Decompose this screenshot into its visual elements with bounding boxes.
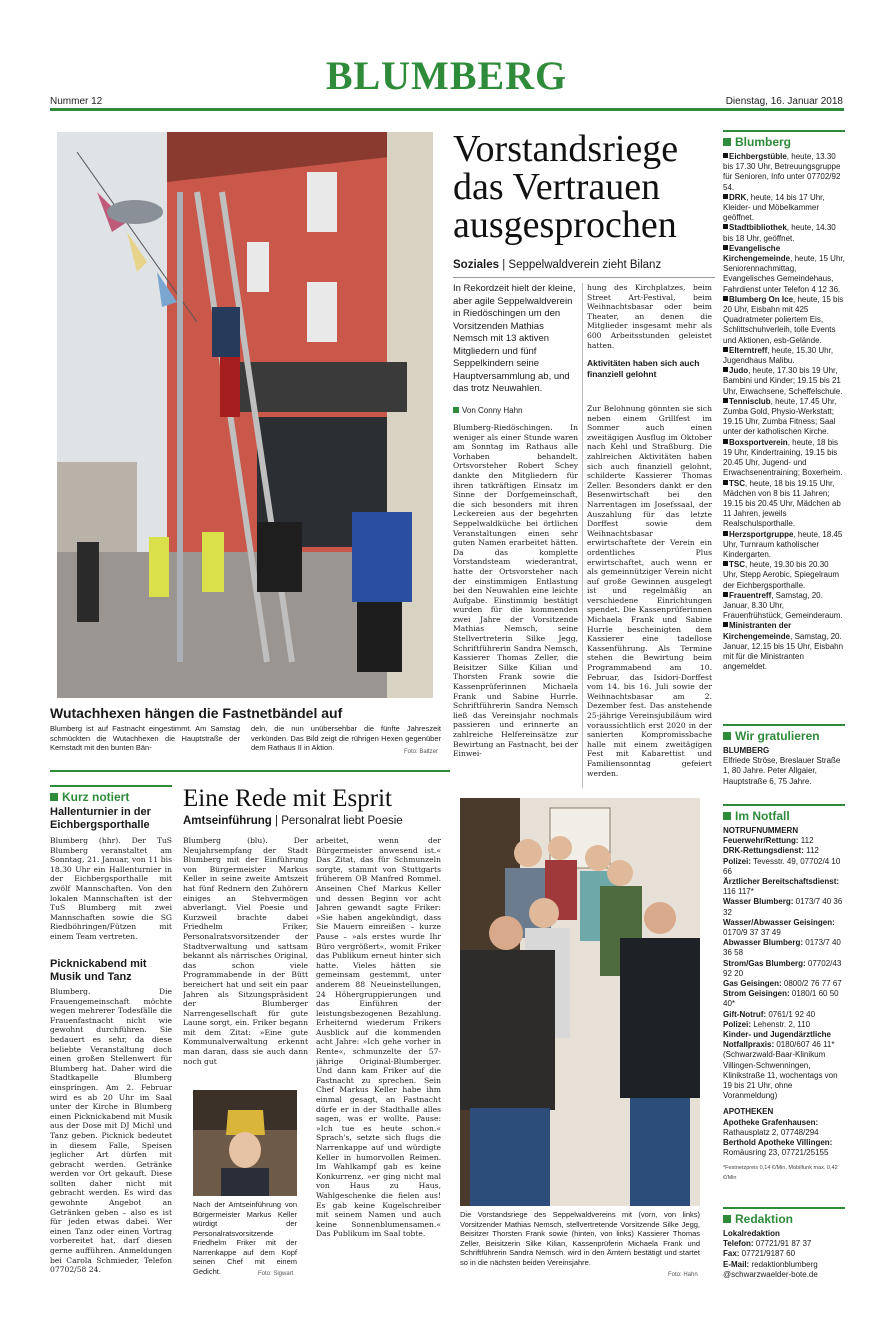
notfall-line-value: 07702/43 92 20 [723,958,842,978]
rede-photo-credit: Foto: Sigwart [258,1271,294,1277]
agenda-item-text: , heute, 13.30 bis 17.30 Uhr, Betreuungsgruppe für Senioren, Info unter 07702/92 54. [723,152,841,192]
agenda-item-name: Blumberg On Ice [729,294,794,304]
sidebar-redaktion-label: Redaktion [723,1207,845,1226]
notfall-line-value: 0173/7 40 36 58 [723,938,841,958]
agenda-item-text: , heute, 18 bis 19 Uhr, Kindertraining, 19.15 bis 20.45 Uhr, Jugend- und Erwachsenentraining; Boxerheim. [723,437,843,478]
photo1-caption-left: Blumberg ist auf Fastnacht eingestimmt. Am Samstag schmückten die Wutachhexen die Hauptstraße der Kernstadt mit den bunten Bän- [50,724,240,752]
photo-vorstand [460,798,700,1206]
agenda-item-text: , heute, 15.30 Uhr, Jugendhaus Malibu. [723,345,834,366]
agenda-item-name: Judo [729,366,749,376]
agenda-item [723,346,845,366]
redaktion-label: Lokalredaktion [723,1229,780,1238]
bullet-square-icon [723,439,728,444]
agenda-item [723,366,845,397]
agenda-item-text: , heute, 15 Uhr, Seniorennachmittag, Evangelisches Gemeindehaus, Fahrdienst unter Telefon 4 12 36. [723,254,845,294]
notfall-line-label: Kinder- und Jugendärztliche Notfallpraxis: [723,1030,832,1050]
bullet-square-icon [723,592,728,597]
agenda-item [723,530,845,561]
apotheke-line [723,1138,845,1158]
notfall-line-label: Strom/Gas Blumberg: [723,958,806,968]
sidebar-gratulieren [723,746,845,787]
agenda-item [723,295,845,346]
apotheke-name: Berthold Apotheke Villingen: [723,1138,833,1148]
kurz-label: Kurz notiert [50,785,172,804]
rede-headline: Eine Rede mit Esprit [183,785,392,812]
bullet-square-icon [723,531,728,536]
main-lead: In Rekordzeit hielt der kleine, aber agile Seppelwaldverein in Riedöschingen um den Vorsitzenden Mathias Nemsch mit 13 aktiven Mitgliedern und fünf Seppelkindern seine Hauptversammlung ab, und das trotz Neuwahlen. [453,283,576,394]
notfall-line [723,836,845,846]
bullet-square-icon [723,224,728,229]
notfall-line-label: Gift-Notruf: [723,1009,767,1019]
notfall-line-value: 112 [803,846,819,856]
redaktion-label: E-Mail: [723,1259,750,1269]
gratulieren-text: Elfriede Ströse, Breslauer Straße 1, 80 Jahre. Peter Allgaier, Hauptstraße 6, 75 Jahre. [723,756,841,786]
apotheke-name: Apotheke Grafenhausen: [723,1117,819,1127]
apotheke-address: Rathausplatz 2, 07748/294 [723,1127,819,1137]
photo1-caption-right: deln, die nun unübersehbar die fünfte Jahreszeit verkünden. Das Bild zeigt die rührigen Hexen gegenüber dem Rathaus II in Aktion. [251,724,441,752]
main-byline: Von Conny Hahn [453,406,523,415]
agenda-item [723,591,845,622]
notfall-line [723,938,845,958]
bullet-square-icon [723,245,728,250]
main-kicker-text: Seppelwaldverein zieht Bilanz [508,259,662,271]
bullet-square-icon [723,296,728,301]
bullet-square-icon [723,153,728,158]
masthead: BLUMBERG [325,53,568,98]
notfall-line-label: Wasser Blumberg: [723,897,794,907]
agenda-item [723,193,845,224]
gratulieren-place: BLUMBERG [723,746,770,755]
rede-kicker-section: Amtseinführung [183,815,272,827]
agenda-item-text: , Samstag, 20. Januar, 8.30 Uhr, Frauenfrühstück, Gemeinderaum. [723,590,843,621]
group-credit: Foto: Hahn [668,1272,698,1278]
redaktion-label: Telefon: [723,1239,754,1249]
notfall-line [723,989,845,1009]
agenda-item [723,244,845,295]
sidebar-redaktion [723,1229,845,1289]
agenda-item-text: , heute, 18 bis 19.15 Uhr, Mädchen von 8 bis 11 Jahren; 19.15 bis 20.45 Uhr, Mädchen ab 11 Jahren, jeweils Realschulsporthalle. [723,478,841,529]
agenda-item-name: TSC [729,478,745,488]
main-col2a: hung des Kirchplatzes, beim Street Art-Festival, beim Weihnachtsbasar oder beim Theater, an denen die Mitglieder insgesamt mehr als 600 Arbeitsstunden geleistet hatten. [587,283,712,350]
agenda-item-text: , Samstag, 20. Januar, 12.15 bis 15 Uhr, Eisbahn mit für die Ministranten angemeldet. [723,631,844,672]
agenda-item-name: Stadtbibliothek [729,223,787,233]
agenda-item-name: Herzsportgruppe [729,529,794,539]
masthead-rule [50,108,844,111]
redaktion-line [723,1260,845,1280]
notfall-line-label: Ärztlicher Bereitschaftsdienst: [723,877,840,887]
agenda-item-text: , heute, 19.30 bis 20.30 Uhr, Stepp Aerobic, Spiegelraum der Eichbergsporthalle. [723,560,840,590]
agenda-item-text: , heute, 14 bis 17 Uhr, Kleider- und Möbelkammer geöffnet. [723,192,825,223]
notfall-line-label: Abwasser Blumberg: [723,938,804,948]
photo-friker [193,1090,297,1196]
notfall-line [723,1010,845,1020]
agenda-item [723,223,845,243]
agenda-item-name: DRK [729,192,747,202]
issue-date: Dienstag, 16. Januar 2018 [725,96,843,107]
notfall-line-value: 0170/9 37 37 49 [723,928,781,938]
notfall-line-value: 0173/7 40 36 32 [723,897,843,917]
notfall-line-value: 0180/1 60 50 40* [723,989,839,1009]
agenda-item-text: , heute, 18.45 Uhr, Turnraum katholischer Kindergarten. [723,529,843,559]
section-rule [50,770,450,772]
apotheken-title: APOTHEKEN [723,1107,774,1117]
notfall-line-value: 116 117* [723,887,754,897]
sidebar-blumberg-label: Blumberg [723,130,845,149]
agenda-item-name: Evangelische Kirchengemeinde [723,243,791,264]
redaktion-line [723,1249,845,1259]
redaktion-line [723,1229,845,1239]
kurz-item1-text: Blumberg (hhr). Der TuS Blumberg veranstaltet am Sonntag, 21. Januar, von 11 bis 18.30 Uhr ein Hallenturnier in der Eichbergsporthalle mit zwölf Mannschaften. Von den lokalen Mannschaften ist der TuS Blumberg mit zwei Mannschaften sowie die SG Riedböhringen/Fützen mit einem Team vertreten. [50,836,172,941]
redaktion-value: 07721/9187 60 [739,1249,796,1259]
notfall-line-label: Gas Geisingen: [723,979,782,989]
notfall-line [723,846,845,856]
sidebar-notfall-label: Im Notfall [723,804,845,823]
group-caption: Die Vorstandsriege des Seppelwaldvereins mit (vorn, von links) Vorsitzender Mathias Nemsch, stellvertretende Vorsitzende Silke Jegg, Beisitzer Thorsten Frank sowie (hinten, von links) Kassierer Thomas Zeller, Beisitzerin Silke Kilian, Kassenprüferin Michaela Frank und Schriftführerin Sandra Nemsch. wird in den Ämtern bestätigt und startet so in die nächsten beiden Vereinsjahre. [460,1210,700,1267]
main-headline: Vorstandsriege das Vertrauen ausgesprochen [453,128,679,246]
redaktion-label: Fax: [723,1249,740,1259]
kicker-rule [453,277,715,278]
col-divider [582,283,583,788]
sidebar-agenda [723,152,845,717]
notfall-line-value: 0180/607 46 11* (Schwarzwald-Baar-Klinikum Villingen-Schwenningen, Klinikstraße 11, wochentags von 19 bis 21 Uhr, ohne Voranmeldung) [723,1040,838,1101]
agenda-item-name: Frauentreff [729,590,772,600]
photo1-heading: Wutachhexen hängen die Fastnetbändel auf [50,705,343,721]
notfall-line-label: DRK-Rettungsdienst: [723,846,804,856]
agenda-item-name: Tennisclub [729,396,771,406]
redaktion-line [723,1239,845,1249]
sidebar-gratulieren-label: Wir gratulieren [723,724,845,743]
agenda-item-text: , heute, 15 bis 20 Uhr, Eisbahn mit 425 Quadratmeter poliertem Eis, Schlittschuhverleih, tolle Events und Aktionen, esb-Gelände. [723,294,844,345]
agenda-item-name: TSC [729,560,745,570]
agenda-item-name: Elterntreff [729,345,768,355]
notfall-line [723,979,845,989]
agenda-item [723,397,845,438]
main-col1: Blumberg-Riedöschingen. In weniger als einer Stunde waren am Sonntag im Rathaus alle Vorhaben behandelt. Ortsvorsteher Robert Schey dankte den Mitgliedern für ihren tatkräftigen Einsatz im Sinne der Dorfgemeinschaft, die sich besonders mit ihren Leckereien aus der begehrten Seppelwaldküche bei örtlichen Veranstaltungen einen sehr guten Namen erarbeitet hätten. Da das komplette Vorstandsteam wiederantrat, hatte der Ortsvorsteher nach der einstimmigen Entlastung bei den Neuwahlen eine leichte Aufgabe. Einstimmig bestätigt wurden für die kommenden zwei Jahre der Vorsitzende Mathias Nemsch, seine Stellvertreterin Silke Jegg, Schriftführerin Sandra Nemsch, Kassierer Thomas Zeller, die Beisitzer Silke Kilian und Thorsten Frank sowie die Kassenprüferinnen Michaela Frank und Sabine Hurrle. Schriftführerin Sandra Nemsch ließ das Vereinsjahr nochmals passieren und erinnerte an zahlreiche Helfereinsätze zur Bewirtung an Fastnacht, bei der Einwei- [453,423,578,759]
agenda-item-text: , heute, 14.30 bis 18 Uhr, geöffnet. [723,223,836,243]
bullet-square-icon [723,367,728,372]
notfall-line-value: 0761/1 92 40 [766,1009,816,1019]
kurz-item2-text: Blumberg. Die Frauengemeinschaft möchte wegen mehrerer Todesfälle die Frauenfastnacht nicht wie gewohnt durchführen. Sie bedauert es sehr, da diese beliebte Veranstaltung doch einen großen Stellenwert für Blumberg hat. Daher wird die Stadtkapelle Blumberg einspringen. Am 2. Februar wird es ab 20 Uhr im Saal unter der Kirche in Blumberg einen Picknickabend mit Musik aus der Dose mit DJ Michl und Tanz geben. Picknick bedeutet in diesem Falle, Speisen jeglicher Art dürfen mit gebracht werden. Getränke werden vor Ort gekauft. Diese sollten daher nicht mit gebracht werden. Es wird das gewohnte Angebot an Getränken geben – also es ist für jeden etwas dabei. Wer einen Tanz oder einen Vortrag vorbereitet hat, darf diesen gerne aufführen. Anmeldungen bei Carola Schmieder, Telefon 07702/58 24. [50,987,172,1275]
agenda-item [723,438,845,479]
redaktion-value: redaktionblumberg @schwarzwaelder-bote.de [723,1259,818,1279]
notfall-line-label: Feuerwehr/Rettung: [723,836,799,846]
rede-kicker: Amtseinführung | Personalrat liebt Poesie [183,815,403,827]
agenda-item [723,152,845,193]
bullet-square-icon [723,480,728,485]
agenda-item-name: Ministranten der Kirchengemeinde [723,621,792,641]
notfall-line [723,1030,845,1101]
main-subhead: Aktivitäten haben sich auch finanziell gelohnt [587,358,700,379]
apotheke-address: Romäusring 23, 07721/25155 [723,1148,829,1158]
notfall-line [723,877,845,897]
agenda-item-name: Boxsportverein [729,437,788,447]
notfall-line [723,897,845,917]
notfall-line [723,1020,845,1030]
agenda-item [723,560,845,591]
notfall-footnote: *Festnetzpreis 0,14 €/Min, Mobilfunk max. 0,42 €/Min [723,1164,838,1181]
apotheke-line [723,1118,845,1138]
kurz-item2-title: Picknickabend mit Musik und Tanz [50,958,147,983]
main-kicker: Soziales | Seppelwaldverein zieht Bilanz [453,259,662,271]
redaktion-value: 07721/91 87 37 [753,1239,812,1249]
photo-wutachhexen [57,132,433,698]
notfall-line [723,857,845,877]
bullet-square-icon [723,622,728,627]
rede-col2: arbeitet, wenn der Bürgermeister anwesend ist.« Das Zitat, das für Schmunzeln sorgte, stammt von Stuttgarts früherem OB Manfred Rommel. Anseinen Chef Markus Keller und dessen Beginn vor acht Jahren gewandt sagte Friker: »Sie haben angekündigt, dass Sie Mauern einreißen – kurze Pause – »als erstes wurde Ihr Büro vergrößert«, womit Friker das Publikum erneut hinter sich hatte. Vieles hätten sie gemeinsam gestemmt, unter anderem 88 Neueinstellungen, 24 Höhergruppierungen und das Einführen der leistungsbezogenen Bezahlung. Erheiternd wiederum Frikers Ausblick auf die kommenden acht Jahre: »Ich gehe vorher in Rente«, schmunzelte der 57-jährige Original-Blumberger. Und dann kam Friker auf die Fastnacht zu sprechen. Sein Chef Markus Keller habe ihm einmal gesagt, an Fastnacht dürfe er in der Stadthalle alles sagen, was er wollte. Pause: »Ich tue es heute schon.« Sprach's, setzte sich flugs die Narrenkappe auf und würdigte Keller in humorvollen Reimen. Im Wahlkampf gab es keine Konkurrenz, »er ging nicht mal von Haus zu Haus, Wahlgeschenke die fielen aus! Es gab keine Kugelschreiber mit seinem Namen und auch keine Sonnenblumensamen.« Das Publikum im Saal tobte. [316,836,441,1239]
notfall-line-value: Tevesstr. 49, 07702/4 10 66 [723,856,841,876]
rede-col1: Blumberg (blu). Der Neujahrsempfang der Stadt Blumberg mit der Einführung von Bürgermeister Markus Keller in seine zweite Amtszeit hat fünf Rednern den Zuhörern einiges an Stehvermögen abverlangt. Viel Poesie und Kurzweil brachte dabei Friedhelm Friker, Personalratsvorsitzender der Stadtverwaltung und sattsam bekannt als närrisches Original, das schon viele Programmabende in der Bütt bereichert hat und seit ein paar Jahren als Sitzungspräsident der Blumberger Narrengesellschaft für gute Laune sorgt, ein. Friker begann mit dem Zitat: »Eine gute Kommunalverwaltung erkennt man daran, dass sie auch dann noch gut [183,836,308,1066]
agenda-item-text: , heute, 17.45 Uhr, Zumba Gold, Physio-Werkstatt; 19.15 Uhr, Zumba Fitness; Saal unter der katholischen Kirche. [723,396,837,437]
notfall-line-value: 112 [798,836,814,846]
agenda-item [723,621,845,672]
notfall-line [723,959,845,979]
photo1-credit: Foto: Baltzer [404,749,439,755]
bullet-square-icon [723,398,728,403]
sidebar-notfall [723,826,845,1206]
kurz-item1-title: Hallenturnier in der Eichbergsporthalle [50,806,151,831]
agenda-item-text: , heute, 17.30 bis 19 Uhr, Bambini und Kinder; 19.15 bis 21 Uhr, Erwachsene, Scheffelschule. [723,366,843,396]
agenda-item-name: Eichbergstüble [729,152,787,161]
notfall-line-value: 0800/2 76 77 67 [781,979,842,989]
bullet-square-icon [723,561,728,566]
notfall-line-label: Polizei: [723,856,752,866]
notfall-line [723,918,845,938]
notfall-title: NOTRUFNUMMERN [723,826,799,835]
rede-photo-caption: Nach der Amtseinführung von Bürgermeister Markus Keller würdigt der Personalratsvorsitzende Friedhelm Friker mit der Narrenkappe auf dem Kopf seinen Chef mit einem Gedicht. [193,1200,297,1276]
notfall-line-value: Lehenstr. 2, 110 [751,1019,811,1029]
bullet-square-icon [723,194,728,199]
bullet-square-icon [723,347,728,352]
main-kicker-section: Soziales [453,259,500,271]
agenda-item [723,479,845,530]
notfall-line-label: Strom Geisingen: [723,989,790,999]
notfall-line-label: Wasser/Abwasser Geisingen: [723,917,835,927]
issue-number: Nummer 12 [50,96,103,107]
rede-kicker-text: Personalrat liebt Poesie [281,815,403,827]
main-col2b: Zur Belohnung gönnten sie sich neben einem Grillfest im Sommer auch einen zweitägigen Ausflug im Oktober nach Kehl und Straßburg. Die zahlreichen Aktivitäten haben sich auch finanziell gelohnt, schilderte Kassierer Thomas Zeller. Besonders dankt er den Besenwirtschaft bei den Narrentagen im Josefssaal, der Auszahlung für das letzte Dorffest sowie dem Weihnachtsbasar erwirtschaftete der Verein ein ordentliches Plus erwirtschaftet, auch wenn er als gemeinnütziger Verein nicht auf große Gewinnen ausgelegt ist und regelmäßig an verschiedene Einrichtungen spendet. Die Kassenprüferinnen Michaela Frank und Sabine Hurrle bescheinigten dem Kassierer eine tadellose Kassenführung. Als Termine stehen die Bewirtung beim Programmabend am 10. Februar, das Isidori-Dorffest vom 14. bis 16. Juli sowie der Weihnachtsbasar am 2. Dezember fest. Das anstehende 25-jährige Vereinsjubiläum wird voraussichtlich erst 2020 in der sanierten Kompromissbache halle mit einem zweitägigen Fest mit Kabarettist und Familiensonntag gefeiert werden. [587,404,712,778]
notfall-line-label: Polizei: [723,1019,752,1029]
